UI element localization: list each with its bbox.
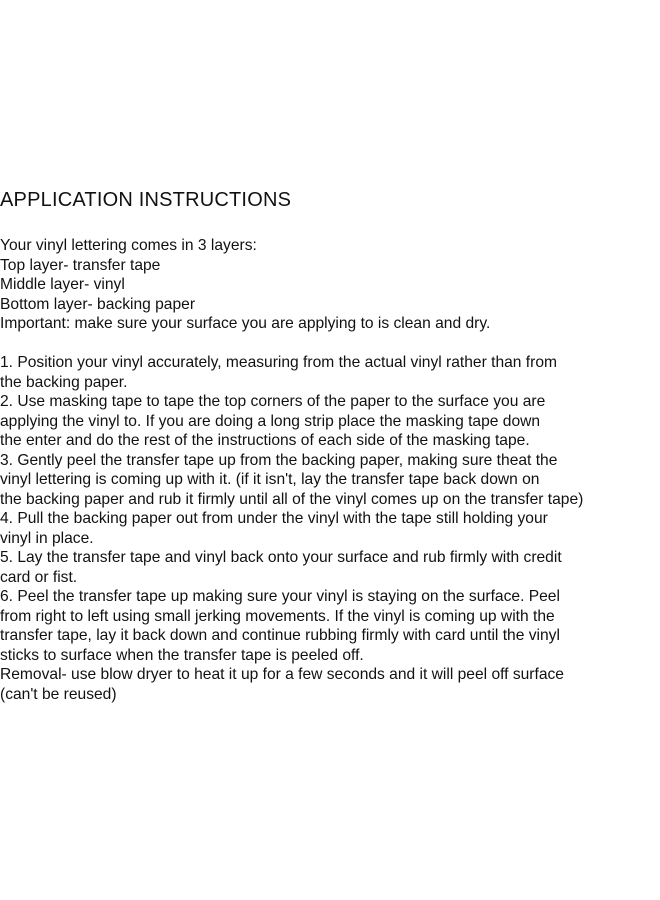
section-gap (0, 334, 660, 354)
step-line: the enter and do the rest of the instructions of each side of the masking tape. (0, 432, 530, 449)
step-line: the backing paper and rub it firmly until all of the vinyl comes up on the transfer tape) (0, 490, 584, 508)
step-line: 1. Position your vinyl accurately, measuring from the actual vinyl rather than from (0, 354, 557, 371)
step-line: 4. Pull the backing paper out from under the vinyl with the tape still holding your (0, 510, 548, 527)
step-line: transfer tape, lay it back down and continue rubbing firmly with card until the vinyl (0, 627, 560, 644)
intro-line: Your vinyl lettering comes in 3 layers: (0, 237, 257, 254)
intro-line: Middle layer- vinyl (0, 276, 125, 293)
step-line: applying the vinyl to. If you are doing a long strip place the masking tape down (0, 412, 541, 430)
instructions-document (0, 188, 660, 704)
removal-line: Removal- use blow dryer to heat it up for a few seconds and it will peel off surface (0, 666, 564, 683)
intro-line: Important: make sure your surface you are applying to is clean and dry. (0, 315, 491, 332)
intro-line: Top layer- transfer tape (0, 256, 161, 274)
step-line: card or fist. (0, 568, 78, 586)
step-line: from right to left using small jerking movements. If the vinyl is coming up with the (0, 607, 555, 625)
removal-line: (can't be reused) (0, 685, 117, 703)
step-line: the backing paper. (0, 373, 128, 391)
step-line: 2. Use masking tape to tape the top corners of the paper to the surface you are (0, 393, 546, 410)
page-title: APPLICATION INSTRUCTIONS (0, 189, 292, 211)
intro-line: Bottom layer- backing paper (0, 295, 196, 313)
steps-section (0, 353, 660, 704)
step-line: vinyl lettering is coming up with it. (if it isn't, lay the transfer tape back down on (0, 471, 540, 488)
step-line: 6. Peel the transfer tape up making sure your vinyl is staying on the surface. Peel (0, 588, 560, 605)
step-line: vinyl in place. (0, 529, 94, 547)
step-line: 5. Lay the transfer tape and vinyl back onto your surface and rub firmly with credit (0, 549, 562, 566)
intro-section (0, 236, 660, 334)
step-line: 3. Gently peel the transfer tape up from the backing paper, making sure theat the (0, 451, 558, 469)
step-line: sticks to surface when the transfer tape is peeled off. (0, 646, 364, 664)
